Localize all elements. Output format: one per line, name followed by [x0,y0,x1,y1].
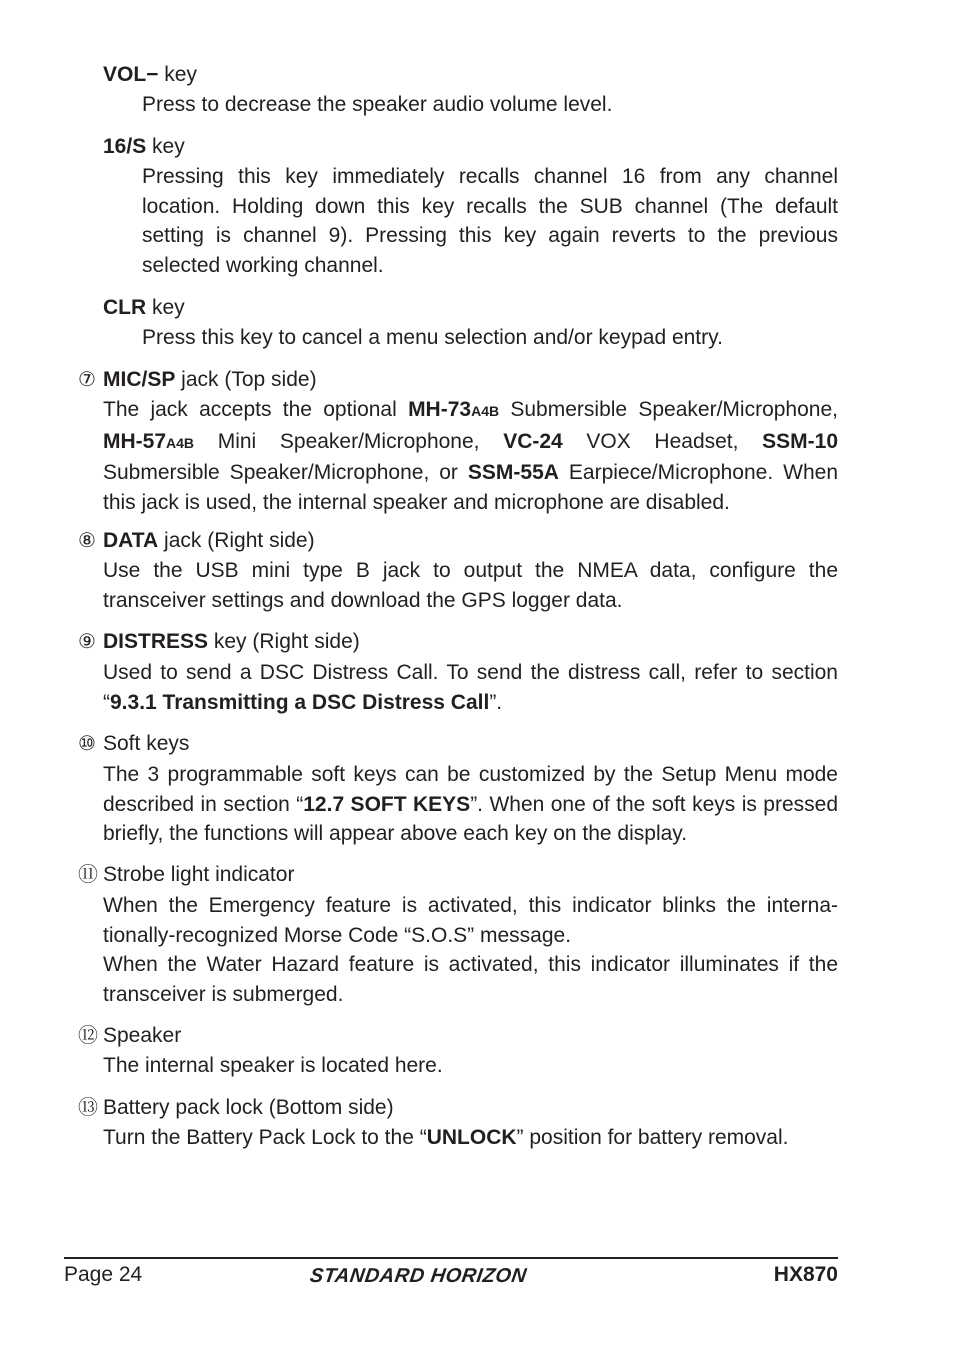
text-run: Mini Speaker/Microphone, [194,429,504,453]
item-number-9: ⑨ [78,631,96,653]
item-number-11: ⑪ [78,864,98,886]
text-run: The 3 programmable soft keys can be customized by the Setup Menu mode described in section “ [103,763,838,816]
clr-key-heading [103,297,185,319]
s16-key-name: 16/S [103,135,147,158]
soft-keys-heading [78,733,189,755]
unlock-label: UNLOCK [426,1126,517,1149]
model-vc24: VC-24 [503,429,563,453]
s16-key-suffix: key [146,135,185,158]
item-number-12: ⑫ [78,1025,98,1047]
vol-key-heading [103,64,197,86]
model-ssm10: SSM-10 [762,429,839,453]
distress-key-suffix: key (Right side) [208,630,360,653]
item-number-7: ⑦ [78,369,96,391]
strobe-title: Strobe light indicator [103,863,295,886]
s16-key-heading [103,136,185,158]
model-suffix: A4B [166,434,195,451]
model-mh57: MH-57 [103,429,167,453]
clr-key-description: Press this key to cancel a menu selection and/or keypad entry. [142,326,723,349]
text-run: ”. [489,690,503,714]
distress-key-description [103,658,838,717]
s16-key-description: Pressing this key immediately recalls channel 16 from any channel location. Holding down this key recalls the SUB channel (The default setting is channel 9). Pressing this key again reverts to the previous selected working channel. [142,165,838,277]
text-run: ”. When one of the soft keys is pressed briefly, the functions will appear above each key on the display. [103,792,839,846]
mic-jack-name: MIC/SP [103,368,176,391]
page-number: Page 24 [64,1263,143,1286]
vol-key-suffix: key [158,63,197,86]
item-number-8: ⑧ [78,530,96,552]
battery-lock-title: Battery pack lock (Bottom side) [103,1096,394,1119]
text-run: VOX Headset, [562,429,763,453]
distress-key-heading [78,631,360,653]
data-jack-name: DATA [103,529,159,552]
soft-keys-title: Soft keys [103,732,190,755]
vol-key-description: Press to decrease the speaker audio volume level. [142,93,613,116]
battery-lock-heading [78,1097,394,1119]
speaker-description: The internal speaker is located here. [103,1054,443,1077]
strobe-description-2: When the Water Hazard feature is activated, this indicator illuminates if the transceiver is submerged. [103,953,838,1006]
text-run: Submersible Speaker/Microphone, or [103,461,468,485]
section-reference: 12.7 SOFT KEYS [303,792,471,816]
model-ssm55a: SSM-55A [467,461,559,485]
data-jack-description: Use the USB mini type B jack to output the NMEA data, configure the transceiver settings and download the GPS logger data. [103,559,838,612]
model-suffix: A4B [471,403,500,419]
item-number-10: ⑩ [78,733,96,755]
data-jack-heading [78,530,315,552]
mic-jack-suffix: jack (Top side) [175,368,317,391]
text-run: Submersible Speaker/Microphone, [499,398,838,421]
section-reference: 9.3.1 Transmitting a DSC Distress Call [110,690,490,714]
distress-key-name: DISTRESS [103,630,209,653]
model-name: HX870 [773,1263,838,1286]
text-run: ” position for battery removal. [516,1126,789,1149]
data-jack-suffix: jack (Right side) [158,529,315,552]
vol-key-name: VOL− [103,63,159,86]
strobe-heading [78,864,294,886]
strobe-description-1: When the Emergency feature is activated, this indicator blinks the interna-tionally-recognized Morse Code “S.O.S” message. [103,894,838,947]
mic-jack-heading [78,369,317,391]
model-mh73: MH-73 [408,398,472,421]
text-run: Used to send a DSC Distress Call. To send the distress call, refer to section “ [103,661,838,714]
item-number-13: ⑬ [78,1097,98,1119]
text-run: Earpiece/Microphone. When this jack is used, the internal speaker and microphone are disabled. [103,461,838,514]
speaker-heading [78,1025,181,1047]
speaker-title: Speaker [103,1024,182,1047]
soft-keys-description [103,760,838,849]
text-run: Turn the Battery Pack Lock to the “ [103,1126,427,1149]
clr-key-name: CLR [103,296,147,319]
text-run: The jack accepts the optional [103,398,409,421]
footer-rule [64,1257,838,1259]
brand-logo: STANDARD HORIZON [308,1265,529,1287]
mic-jack-description [103,395,838,517]
clr-key-suffix: key [146,296,185,319]
battery-lock-description [103,1127,789,1149]
